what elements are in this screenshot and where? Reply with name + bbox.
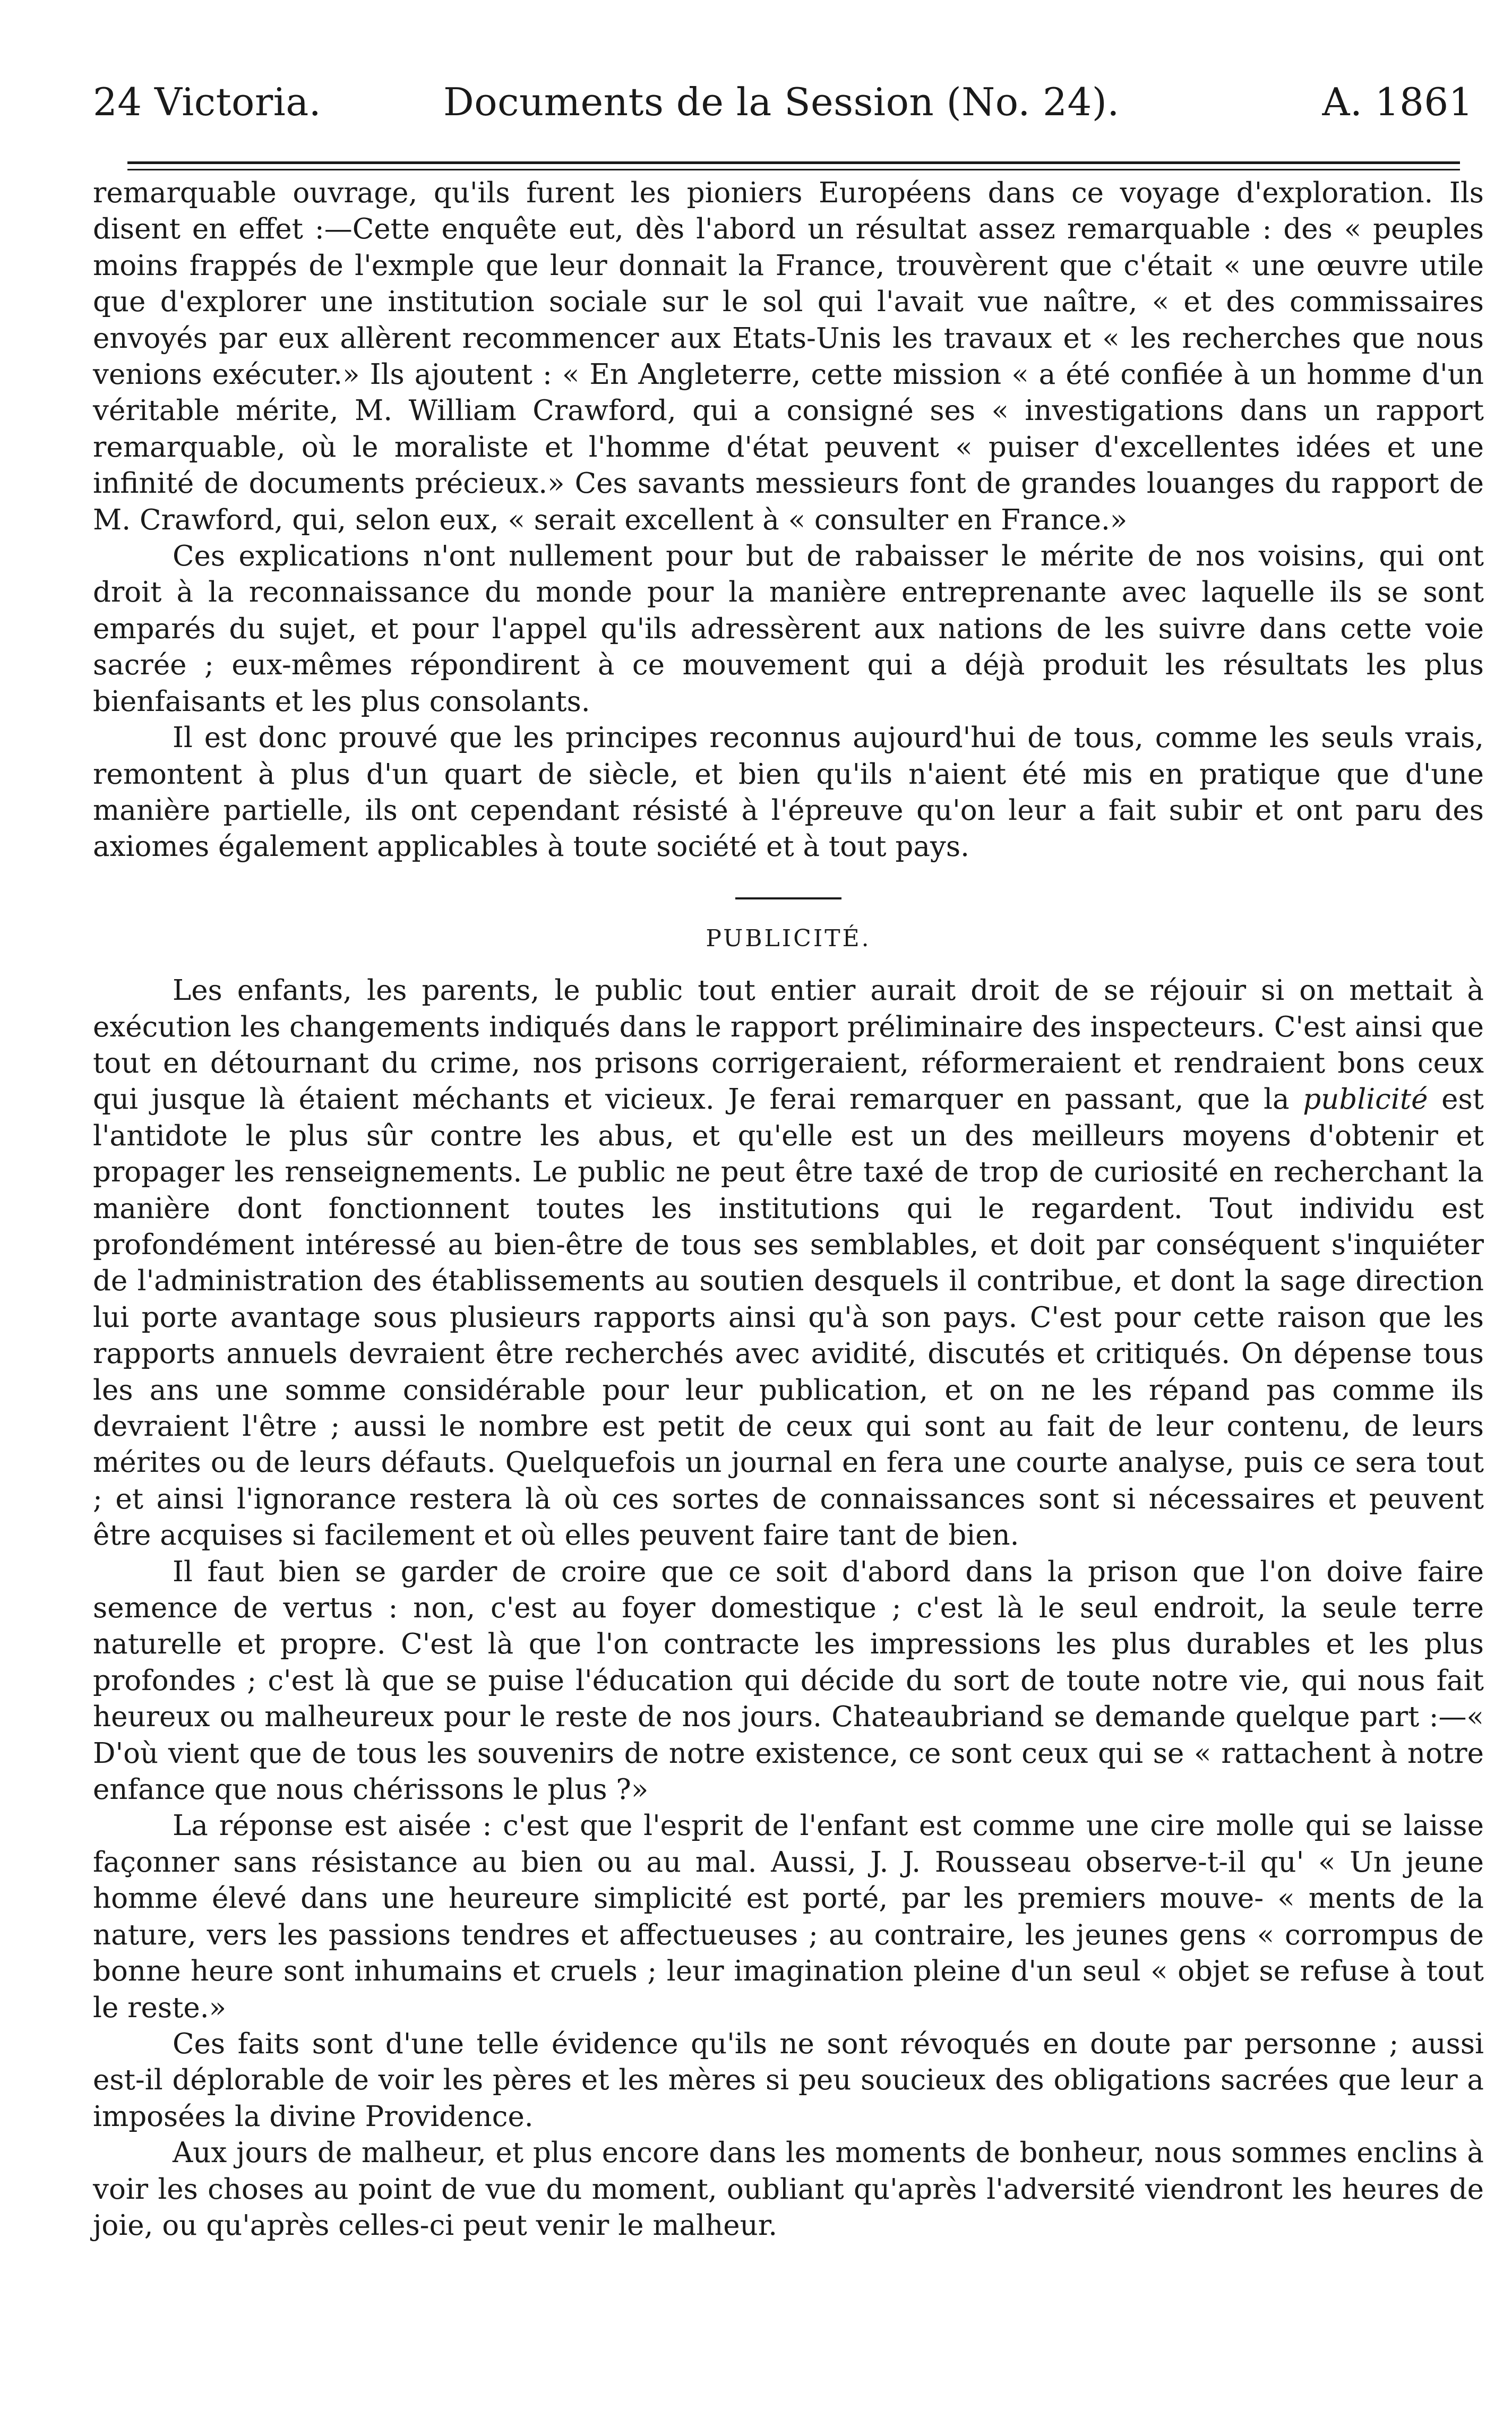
header-rule-top bbox=[127, 161, 1460, 164]
document-body bbox=[93, 175, 1484, 2244]
emphasized-word: publicité bbox=[1303, 1083, 1428, 1116]
paragraph-text: est l'antidote le plus sûr contre les abus, et qu'elle est un des meilleurs moyens d'obtenir et propager les renseignements. Le public ne peut être taxé de trop de curiosité en recherchant la manière dont fonctionnent toutes les institutions qui le regardent. Tout individu est profondément intéressé au bien-être de tous ses semblables, et doit par conséquent s'inquiéter de l'administration des établissements au soutien desquels il contribue, et dont la sage direction lui porte avantage sous plusieurs rapports ainsi qu'à son pays. C'est pour cette raison que les rapports annuels devraient être recherchés avec avidité, discutés et critiqués. On dépense tous les ans une somme considérable pour leur publication, et on ne les répand pas comme ils devraient l'être ; aussi le nombre est petit de ceux qui sont au fait de leur contenu, de leurs mérites ou de leurs défauts. Quelquefois un journal en fera une courte analyse, puis ce sera tout ; et ainsi l'ignorance restera là où ces sortes de connaissances sont si nécessaires et peuvent être acquises si facilement et où elles peuvent faire tant de bien. bbox=[93, 1083, 1484, 1552]
paragraph: Il faut bien se garder de croire que ce soit d'abord dans la prison que l'on doive faire semence de vertus : non, c'est au foyer domestique ; c'est là le seul endroit, la seule terre naturelle et propre. C'est là que l'on contracte les impressions les plus durables et les plus profondes ; c'est là que se puise l'éducation qui décide du sort de toute notre vie, qui nous fait heureux ou malheureux pour le reste de nos jours. Chateaubriand se demande quelque part :—« D'où vient que de tous les souvenirs de notre existence, ce sont ceux qui se « rattachent à notre enfance que nous chérissons le plus ?» bbox=[93, 1555, 1484, 1806]
paragraph bbox=[93, 973, 1484, 1554]
section-heading: PUBLICITÉ. bbox=[706, 924, 871, 952]
header-year: A. 1861 bbox=[1322, 80, 1473, 124]
paragraph: Il est donc prouvé que les principes reconnus aujourd'hui de tous, comme les seuls vrais, remontent à plus d'un quart de siècle, et bien qu'ils n'aient été mis en pratique que d'une manière partielle, ils ont cependant résisté à l'épreuve qu'on leur a fait subir et ont paru des axiomes également applicables à toute société et à tout pays. bbox=[93, 722, 1484, 863]
paragraph: Ces faits sont d'une telle évidence qu'ils ne sont révoqués en doute par personne ; aussi est-il déplorable de voir les pères et les mères si peu soucieux des obligations sacrées que leur a imposées la divine Providence. bbox=[93, 2027, 1484, 2133]
page-header bbox=[93, 80, 1473, 138]
paragraph: La réponse est aisée : c'est que l'esprit de l'enfant est comme une cire molle qui se laisse façonner sans résistance au bien ou au mal. Aussi, J. J. Rousseau observe-t-il qu' « Un jeune homme élevé dans une heureure simplicité est porté, par les premiers mouve- « ments de la nature, vers les passions tendres et affectueuses ; au contraire, les jeunes gens « corrompus de bonne heure sont inhumains et cruels ; leur imagination pleine d'un seul « objet se refuse à tout le reste.» bbox=[93, 1810, 1484, 2024]
paragraph-text: Les enfants, les parents, le public tout entier aurait droit de se réjouir si on mettait à exécution les changements indiqués dans le rapport préliminaire des inspecteurs. C'est ainsi que tout en détournant du crime, nos prisons corrigeraient, réformeraient et rendraient bons ceux qui jusque là étaient méchants et vicieux. Je ferai remarquer en passant, que la bbox=[93, 974, 1484, 1116]
paragraph: Aux jours de malheur, et plus encore dans les moments de bonheur, nous sommes enclins à voir les choses au point de vue du moment, oubliant qu'après l'adversité viendront les heures de joie, ou qu'après celles-ci peut venir le malheur. bbox=[93, 2137, 1484, 2242]
header-title: Documents de la Session (No. 24). bbox=[443, 80, 1120, 124]
paragraph: Ces explications n'ont nullement pour but de rabaisser le mérite de nos voisins, qui ont droit à la reconnaissance du monde pour la manière entreprenante avec laquelle ils se sont emparés du sujet, et pour l'appel qu'ils adressèrent aux nations de les suivre dans cette voie sacrée ; eux-mêmes répondirent à ce mouvement qui a déjà produit les résultats les plus bienfaisants et les plus consolants. bbox=[93, 540, 1484, 718]
header-session: 24 Victoria. bbox=[93, 80, 322, 124]
paragraph: remarquable ouvrage, qu'ils furent les pioniers Européens dans ce voyage d'exploration. Ils disent en effet :—Cette enquête eut, dès l'abord un résultat assez remarquable : des « peuples moins frappés de l'exmple que leur donnait la France, trouvèrent que c'était « une œuvre utile que d'explorer une institution sociale sur le sol qui l'avait vue naître, « et des commissaires envoyés par eux allèrent recommencer aux Etats-Unis les travaux et « les recherches que nous venions exécuter.» Ils ajoutent : « En Angleterre, cette mission « a été confiée à un homme d'un véritable mérite, M. William Crawford, qui a consigné ses « investigations dans un rapport remarquable, où le moraliste et l'homme d'état peuvent « puiser d'excellentes idées et une infinité de documents précieux.» Ces savants messieurs font de grandes louanges du rapport de M. Crawford, qui, selon eux, « serait excellent à « consulter en France.» bbox=[93, 177, 1484, 536]
header-rule-bottom bbox=[127, 169, 1460, 170]
section-divider bbox=[735, 897, 841, 899]
